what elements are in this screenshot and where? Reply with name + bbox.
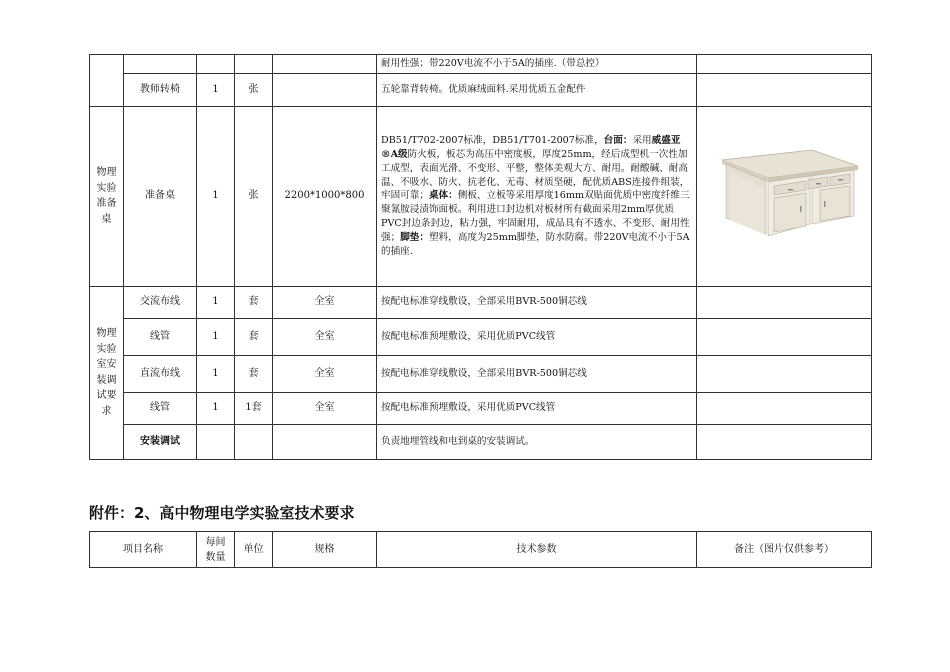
spec-cell: DB51/T702-2007标准，DB51/T701-2007标准，台面：采用威盛亚®A级防火板，板芯为高压中密度板，厚度25mm，经后成型机一次性加工成型，表面光滑、不变形、平整，整体美观大方、耐用。耐酸碱、耐高温、不吸水、防火、抗老化、无毒、材质坚硬，配优质ABS连接件组装，牢固可靠；桌体：侧板、立板等采用厚度16mm双贴面优质中密度纤维三聚氰胺浸渍饰面板。利用进口封边机对板材所有截面采用2mm厚优质PVC封边条封边，粘力强，牢固耐用，成品具有不透水、不变形、耐用性强；脚垫：塑料，高度为25mm脚垫，防水防腐。带220V电流不小于5A的插座. bbox=[377, 106, 697, 286]
item-size bbox=[273, 73, 377, 106]
header-size: 规格 bbox=[273, 532, 377, 568]
item-size: 全室 bbox=[273, 355, 377, 392]
image-cell bbox=[697, 106, 872, 286]
item-name: 准备桌 bbox=[124, 106, 197, 286]
header-unit: 单位 bbox=[235, 532, 273, 568]
table-row bbox=[90, 424, 872, 459]
item-qty: 1 bbox=[197, 286, 235, 318]
item-unit: 张 bbox=[235, 106, 273, 286]
item-size: 2200*1000*800 bbox=[273, 106, 377, 286]
item-unit: 套 bbox=[235, 355, 273, 392]
table-row bbox=[90, 106, 872, 286]
item-unit: 套 bbox=[235, 318, 273, 355]
spec-cell: 按配电标准预埋敷设，采用优质PVC线管 bbox=[377, 392, 697, 424]
item-qty: 1 bbox=[197, 106, 235, 286]
annex-header-table bbox=[89, 531, 872, 568]
spec-cell: 按配电标准预埋敷设，采用优质PVC线管 bbox=[377, 318, 697, 355]
header-qty: 每间 数量 bbox=[197, 532, 235, 568]
desk-image bbox=[708, 146, 860, 246]
spec-cell: 五轮靠背转椅。优质麻绒面料.采用优质五金配件 bbox=[377, 73, 697, 106]
category-cell bbox=[90, 55, 124, 107]
item-qty: 1 bbox=[197, 392, 235, 424]
table-row bbox=[90, 73, 872, 106]
item-name: 安装调试 bbox=[124, 424, 197, 459]
table-row bbox=[90, 318, 872, 355]
spec-cell: 耐用性强；带220V电流不小于5A的插座.（带总控） bbox=[377, 55, 697, 74]
category-cell: 物理 实验 准备 桌 bbox=[90, 106, 124, 286]
item-name: 教师转椅 bbox=[124, 73, 197, 106]
spec-cell: 按配电标准穿线敷设，全部采用BVR-500铜芯线 bbox=[377, 286, 697, 318]
table-row bbox=[90, 392, 872, 424]
section-title: 附件：2、高中物理电学实验室技术要求 bbox=[89, 504, 355, 522]
item-unit: 1套 bbox=[235, 392, 273, 424]
item-name: 线管 bbox=[124, 392, 197, 424]
item-unit: 套 bbox=[235, 286, 273, 318]
item-qty: 1 bbox=[197, 318, 235, 355]
item-name: 直流布线 bbox=[124, 355, 197, 392]
table-row bbox=[90, 355, 872, 392]
item-size: 全室 bbox=[273, 392, 377, 424]
category-cell: 物理 实验 室安 装调 试要 求 bbox=[90, 286, 124, 459]
spec-cell: 按配电标准穿线敷设，全部采用BVR-500铜芯线 bbox=[377, 355, 697, 392]
item-qty: 1 bbox=[197, 73, 235, 106]
header-row bbox=[90, 532, 872, 568]
header-spec: 技术参数 bbox=[377, 532, 697, 568]
equipment-table bbox=[89, 54, 872, 460]
item-unit: 张 bbox=[235, 73, 273, 106]
item-qty: 1 bbox=[197, 355, 235, 392]
item-size: 全室 bbox=[273, 286, 377, 318]
header-name: 项目名称 bbox=[90, 532, 197, 568]
table-row bbox=[90, 286, 872, 318]
item-name: 线管 bbox=[124, 318, 197, 355]
header-note: 备注（图片仅供参考） bbox=[697, 532, 872, 568]
table-row bbox=[90, 55, 872, 74]
item-name: 交流布线 bbox=[124, 286, 197, 318]
item-size: 全室 bbox=[273, 318, 377, 355]
spec-cell: 负责地埋管线和电到桌的安装调试。 bbox=[377, 424, 697, 459]
